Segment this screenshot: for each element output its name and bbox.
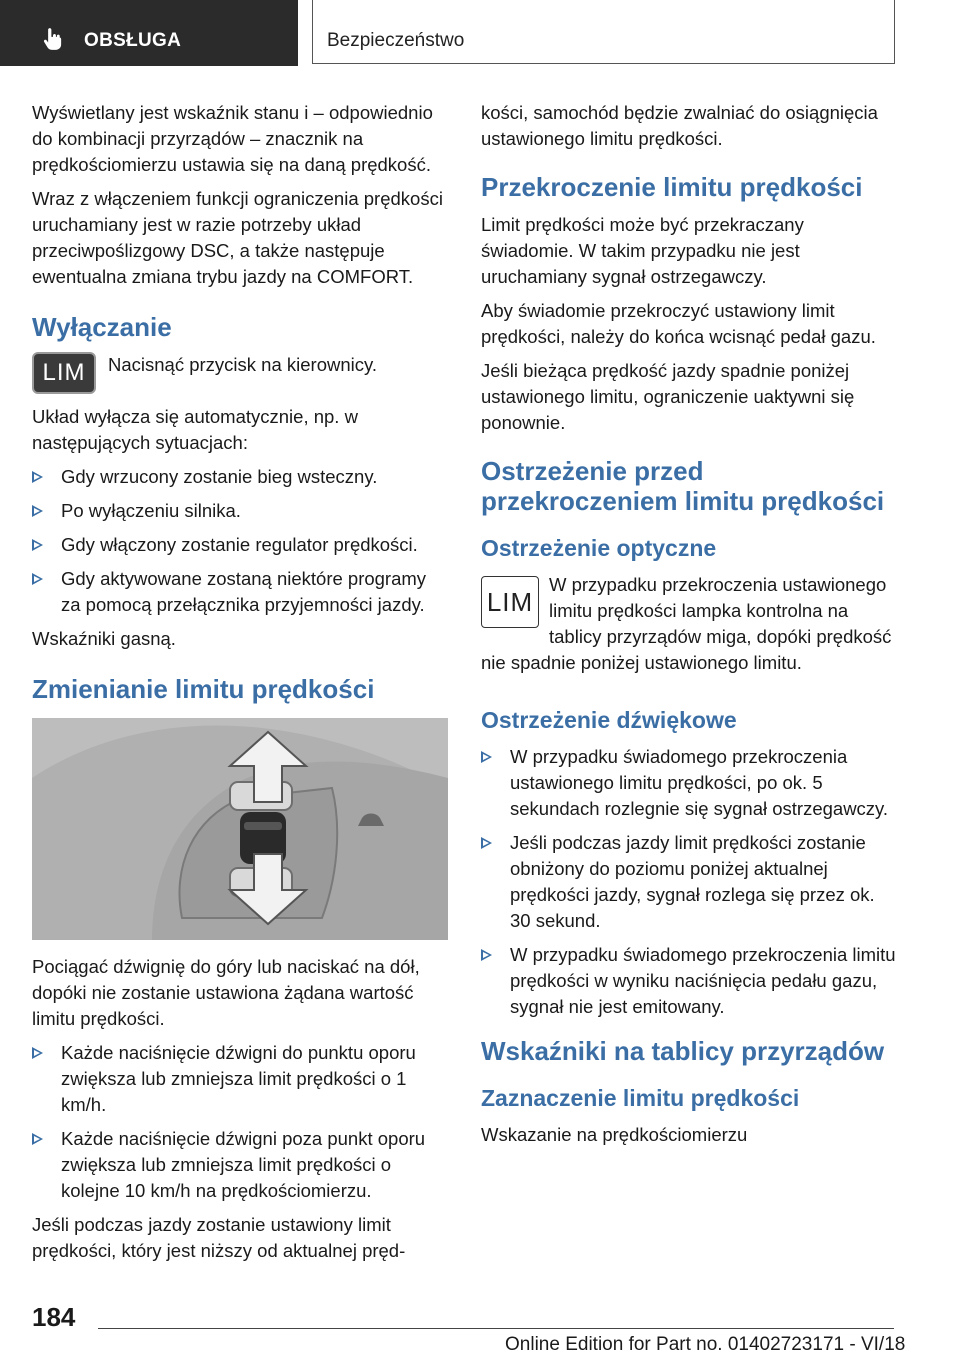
triangle-bullet-icon bbox=[32, 573, 43, 585]
triangle-bullet-icon bbox=[32, 1047, 43, 1059]
triangle-bullet-icon bbox=[481, 837, 492, 849]
heading-limit-marking: Zaznaczenie limitu prędkości bbox=[481, 1085, 800, 1111]
optical-warning-block bbox=[481, 572, 897, 684]
paragraph: Układ wyłącza się automatycznie, np. w następujących sytuacjach: bbox=[32, 406, 358, 453]
hand-pointer-icon bbox=[40, 26, 66, 52]
header-section-label: OBSŁUGA bbox=[84, 30, 182, 51]
list-item: Jeśli podczas jazdy limit prędkości zostanie obniżony do poziomu poniżej aktualnej prędkości jazdy, sygnał rozlega się przez ok. 30 sekund. bbox=[481, 830, 897, 934]
paragraph: Pociągać dźwignię do góry lub naciskać na dół, dopóki nie zostanie ustawiona żądana wartość limitu prędkości. bbox=[32, 956, 420, 1029]
heading-switch-off: Wyłączanie bbox=[32, 312, 172, 342]
lim-indicator-icon: LIM bbox=[481, 576, 539, 628]
heading-optical-warning: Ostrzeżenie optyczne bbox=[481, 535, 717, 561]
list-item: W przypadku świadomego przekroczenia limitu prędkości w wyniku naciśnięcia pedału gazu, sygnał nie jest emitowany. bbox=[481, 942, 897, 1020]
footer-divider bbox=[98, 1328, 894, 1329]
triangle-bullet-icon bbox=[32, 471, 43, 483]
triangle-bullet-icon bbox=[481, 949, 492, 961]
bullet-list-auto-off bbox=[32, 464, 448, 618]
bullet-list-lever bbox=[32, 1040, 448, 1204]
lim-button-icon: LIM bbox=[32, 352, 96, 394]
triangle-bullet-icon bbox=[32, 1133, 43, 1145]
list-item: Każde naciśnięcie dźwigni do punktu oporu zwiększa lub zmniejsza limit prędkości o 1 km/h. bbox=[32, 1040, 448, 1118]
list-item: Po wyłączeniu silnika. bbox=[32, 498, 448, 524]
paragraph: kości, samochód będzie zwalniać do osiągnięcia ustawionego limitu prędkości. bbox=[481, 102, 878, 149]
right-column bbox=[481, 100, 897, 1156]
optical-warning-text: W przypadku przekroczenia ustawionego limitu prędkości lampka kontrolna na tablicy przyrządów miga, dopóki prędkość nie spadnie poniżej ustawionego limitu. bbox=[481, 574, 892, 673]
paragraph: Wskaźniki gasną. bbox=[32, 628, 176, 649]
heading-change-limit: Zmienianie limitu prędkości bbox=[32, 674, 375, 704]
paragraph: Jeśli podczas jazdy zostanie ustawiony limit prędkości, który jest niższy od aktualnej pręd- bbox=[32, 1214, 406, 1261]
switch-off-row bbox=[32, 352, 448, 394]
list-item: W przypadku świadomego przekroczenia ustawionego limitu prędkości, po ok. 5 sekundach rozlegnie się sygnał ostrzegawczy. bbox=[481, 744, 897, 822]
steering-wheel-lever-image bbox=[32, 718, 448, 940]
paragraph: Wskazanie na prędkościomierzu bbox=[481, 1124, 748, 1145]
heading-instrument-indicators: Wskaźniki na tablicy przyrządów bbox=[481, 1036, 885, 1066]
list-item: Gdy aktywowane zostaną niektóre programy za pomocą przełącznika przyjemności jazdy. bbox=[32, 566, 448, 618]
heading-exceed-limit: Przekroczenie limitu prędkości bbox=[481, 172, 863, 202]
header-section-tab bbox=[0, 0, 298, 66]
paragraph: Jeśli bieżąca prędkość jazdy spadnie poniżej ustawionego limitu, ograniczenie uaktywni się ponownie. bbox=[481, 360, 855, 433]
list-item: Gdy włączony zostanie regulator prędkości. bbox=[32, 532, 448, 558]
header-title: Bezpieczeństwo bbox=[327, 30, 465, 51]
heading-warning: Ostrzeżenie przed przekroczeniem limitu prędkości bbox=[481, 456, 885, 516]
footer-edition: Online Edition for Part no. 01402723171 - VI/18 bbox=[505, 1334, 906, 1355]
paragraph: Wyświetlany jest wskaźnik stanu i – odpowiednio do kombinacji przyrządów – znacznik na prędkościomierzu ustawia się na daną prędkość. bbox=[32, 102, 433, 175]
paragraph: Aby świadomie przekroczyć ustawiony limit prędkości, należy do końca wcisnąć pedał gazu. bbox=[481, 300, 876, 347]
list-item: Gdy wrzucony zostanie bieg wsteczny. bbox=[32, 464, 448, 490]
triangle-bullet-icon bbox=[32, 539, 43, 551]
bullet-list-acoustic bbox=[481, 744, 897, 1020]
switch-off-text: Nacisnąć przycisk na kierownicy. bbox=[108, 354, 378, 375]
left-column bbox=[32, 100, 448, 1272]
triangle-bullet-icon bbox=[481, 751, 492, 763]
heading-acoustic-warning: Ostrzeżenie dźwiękowe bbox=[481, 707, 737, 733]
page-number: 184 bbox=[32, 1302, 76, 1332]
paragraph: Wraz z włączeniem funkcji ograniczenia prędkości uruchamiany jest w razie potrzeby układ przeciwpoślizgowy DSC, a także następuje ewentualna zmiana trybu jazdy na COMFORT. bbox=[32, 188, 443, 287]
paragraph: Limit prędkości może być przekraczany świadomie. W takim przypadku nie jest uruchamiany sygnał ostrzegawczy. bbox=[481, 214, 804, 287]
list-item: Każde naciśnięcie dźwigni poza punkt oporu zwiększa lub zmniejsza limit prędkości o kolejne 10 km/h na prędkościomierzu. bbox=[32, 1126, 448, 1204]
header-title-box bbox=[312, 0, 895, 64]
triangle-bullet-icon bbox=[32, 505, 43, 517]
